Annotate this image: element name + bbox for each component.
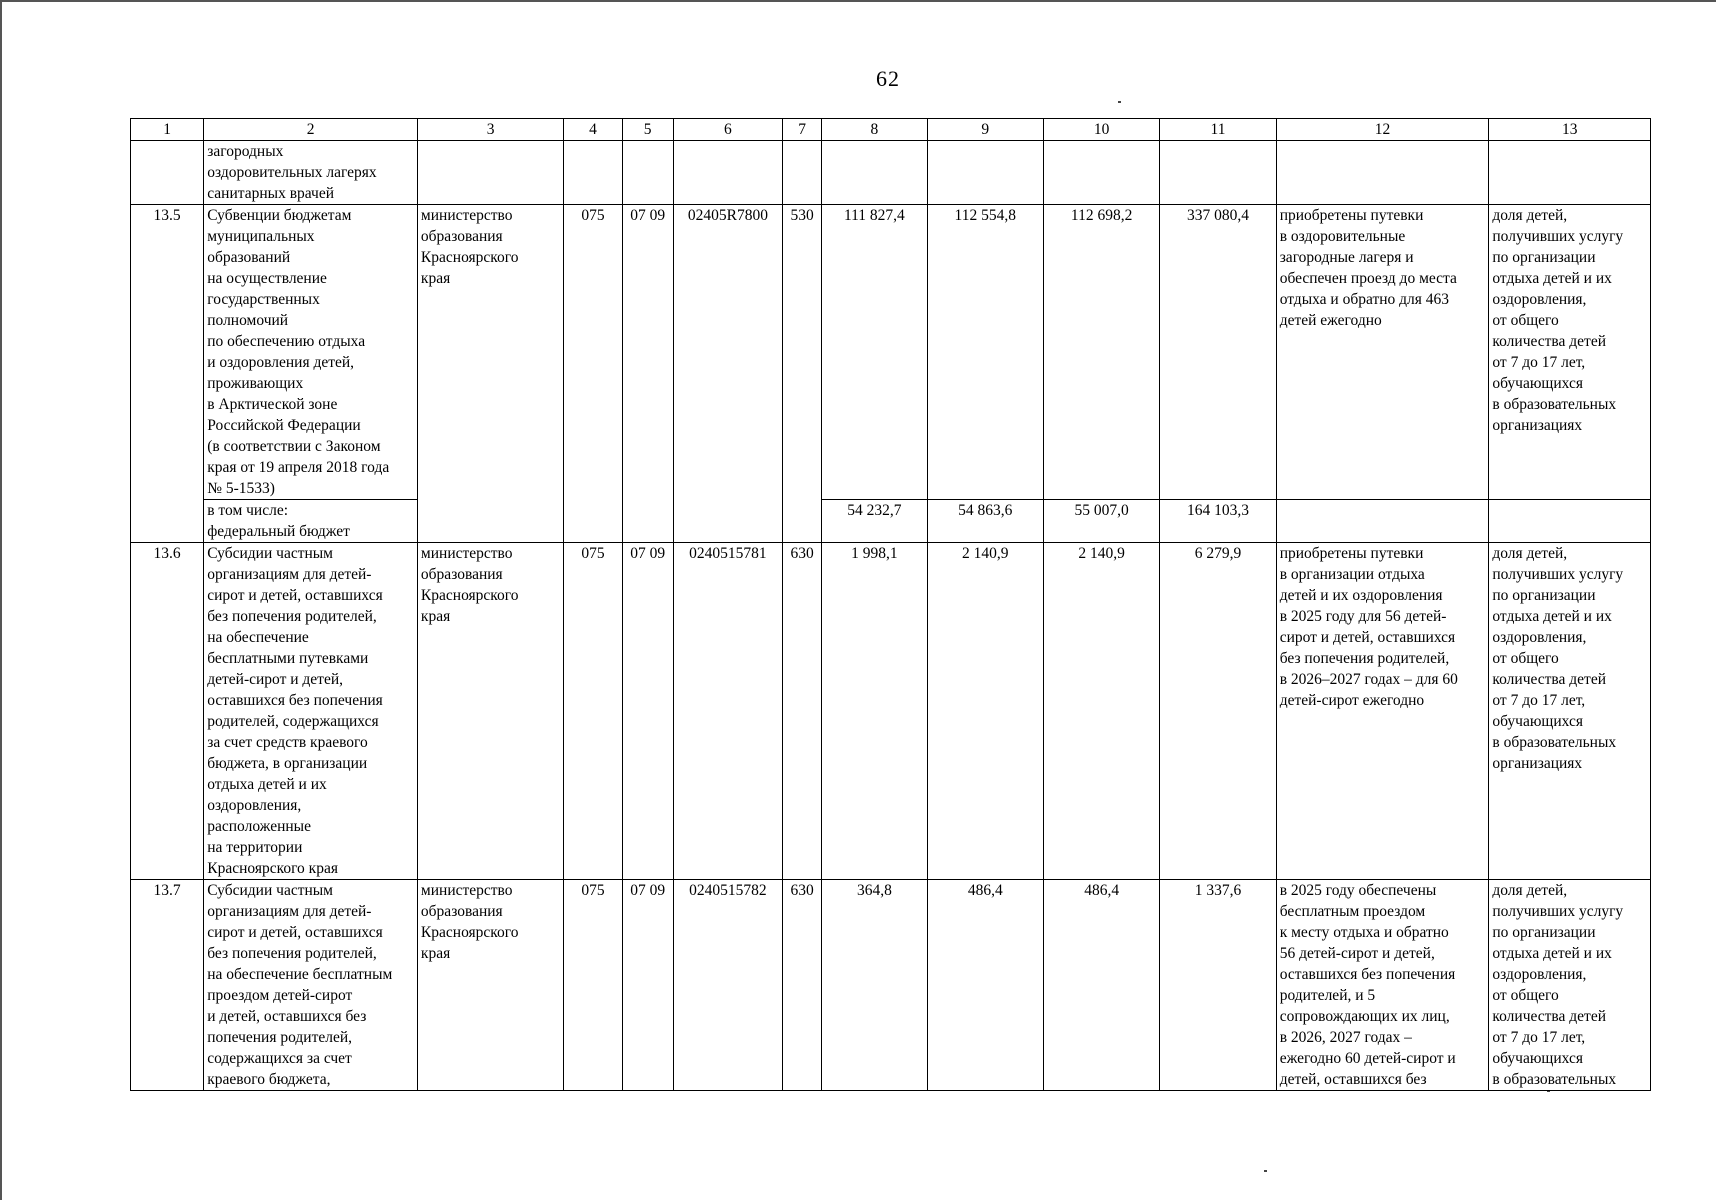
amount-2026-cell: 2 140,9 xyxy=(927,543,1043,880)
row-index-cell: 13.6 xyxy=(131,543,204,880)
subrow-label-cell: в том числе: федеральный бюджет xyxy=(204,500,418,543)
indicator-cell: доля детей, получивших услугу по организации отдыха детей и их оздоровления, от общего количества детей от 7 до 17 лет, обучающихся в образовательных организациях xyxy=(1489,205,1651,500)
measure-name-cell: Субсидии частным организациям для детей- сирот и детей, оставшихся без попечения родителей, на обеспечение бесплатным проездом детей-сирот и детей, оставшихся без попечения родителей, содержащихся за счет краевого бюджета, xyxy=(204,880,418,1091)
column-number: 4 xyxy=(564,119,622,141)
table-row-continuation xyxy=(131,141,1651,205)
amount-2026-cell xyxy=(927,141,1043,205)
csr-cell xyxy=(673,141,782,205)
executor-cell: министерство образования Красноярского края xyxy=(417,880,563,1091)
table-row xyxy=(131,543,1651,880)
indicator-cell: доля детей, получивших услугу по организации отдыха детей и их оздоровления, от общего количества детей от 7 до 17 лет, обучающихся в образовательных xyxy=(1489,880,1651,1091)
amount-2027-cell: 486,4 xyxy=(1043,880,1159,1091)
executor-cell: министерство образования Красноярского края xyxy=(417,543,563,880)
scan-speck xyxy=(1118,101,1121,103)
page-edge-left xyxy=(0,0,2,1200)
row-index-cell: 13.7 xyxy=(131,880,204,1091)
column-number: 7 xyxy=(783,119,822,141)
measure-name-cell: Субсидии частным организациям для детей- сирот и детей, оставшихся без попечения родителей, на обеспечение бесплатными путевками детей-сирот и детей, оставшихся без попечения родителей, содержащихся за счет средств краевого бюджета, в организации отдыха детей и их оздоровления, расположенные на территории Красноярского края xyxy=(204,543,418,880)
column-number-row xyxy=(131,119,1651,141)
amount-2026-cell: 486,4 xyxy=(927,880,1043,1091)
table-row xyxy=(131,880,1651,1091)
column-number: 6 xyxy=(673,119,782,141)
scan-speck xyxy=(1264,1170,1267,1172)
grbs-cell: 075 xyxy=(564,205,622,543)
executor-cell xyxy=(417,141,563,205)
amount-total-cell xyxy=(1160,141,1276,205)
csr-cell: 0240515782 xyxy=(673,880,782,1091)
result-cell xyxy=(1276,141,1489,205)
column-number: 5 xyxy=(622,119,673,141)
amount-2025-cell: 54 232,7 xyxy=(822,500,927,543)
column-number: 1 xyxy=(131,119,204,141)
measure-name-cell: загородных оздоровительных лагерях санитарных врачей xyxy=(204,141,418,205)
amount-total-cell: 6 279,9 xyxy=(1160,543,1276,880)
csr-cell: 02405R7800 xyxy=(673,205,782,543)
amount-2027-cell xyxy=(1043,141,1159,205)
program-measures-table xyxy=(130,118,1651,1091)
table-subrow xyxy=(131,500,1651,543)
rzpr-cell: 07 09 xyxy=(622,205,673,543)
indicator-cell xyxy=(1489,500,1651,543)
row-index-cell: 13.5 xyxy=(131,205,204,543)
executor-cell: министерство образования Красноярского края xyxy=(417,205,563,543)
amount-total-cell: 337 080,4 xyxy=(1160,205,1276,500)
column-number: 8 xyxy=(822,119,927,141)
measure-name-cell: Субвенции бюджетам муниципальных образований на осуществление государственных полномочий по обеспечению отдыха и оздоровления детей, проживающих в Арктической зоне Российской Федерации (в соответствии с Законом края от 19 апреля 2018 года № 5-1533) xyxy=(204,205,418,500)
page-number: 62 xyxy=(876,66,900,91)
vr-cell: 630 xyxy=(783,543,822,880)
grbs-cell: 075 xyxy=(564,880,622,1091)
column-number: 13 xyxy=(1489,119,1651,141)
amount-2026-cell: 54 863,6 xyxy=(927,500,1043,543)
grbs-cell xyxy=(564,141,622,205)
column-number: 2 xyxy=(204,119,418,141)
vr-cell: 630 xyxy=(783,880,822,1091)
amount-total-cell: 164 103,3 xyxy=(1160,500,1276,543)
table-row xyxy=(131,205,1651,500)
csr-cell: 0240515781 xyxy=(673,543,782,880)
rzpr-cell xyxy=(622,141,673,205)
amount-2026-cell: 112 554,8 xyxy=(927,205,1043,500)
column-number: 3 xyxy=(417,119,563,141)
vr-cell: 530 xyxy=(783,205,822,543)
column-number: 11 xyxy=(1160,119,1276,141)
amount-2027-cell: 112 698,2 xyxy=(1043,205,1159,500)
grbs-cell: 075 xyxy=(564,543,622,880)
amount-2025-cell: 364,8 xyxy=(822,880,927,1091)
rzpr-cell: 07 09 xyxy=(622,543,673,880)
amount-2027-cell: 55 007,0 xyxy=(1043,500,1159,543)
rzpr-cell: 07 09 xyxy=(622,880,673,1091)
indicator-cell xyxy=(1489,141,1651,205)
column-number: 10 xyxy=(1043,119,1159,141)
amount-2025-cell xyxy=(822,141,927,205)
amount-2025-cell: 1 998,1 xyxy=(822,543,927,880)
column-number: 12 xyxy=(1276,119,1489,141)
amount-2025-cell: 111 827,4 xyxy=(822,205,927,500)
column-number: 9 xyxy=(927,119,1043,141)
amount-total-cell: 1 337,6 xyxy=(1160,880,1276,1091)
result-cell: приобретены путевки в организации отдыха детей и их оздоровления в 2025 году для 56 детей- сирот и детей, оставшихся без попечения родителей, в 2026–2027 годах – для 60 детей-сирот ежегодно xyxy=(1276,543,1489,880)
page-edge-top xyxy=(0,0,1716,2)
result-cell xyxy=(1276,500,1489,543)
vr-cell xyxy=(783,141,822,205)
result-cell: в 2025 году обеспечены бесплатным проездом к месту отдыха и обратно 56 детей-сирот и детей, оставшихся без попечения родителей, и 5 сопровождающих их лиц, в 2026, 2027 годах – ежегодно 60 детей-сирот и детей, оставшихся без xyxy=(1276,880,1489,1091)
amount-2027-cell: 2 140,9 xyxy=(1043,543,1159,880)
indicator-cell: доля детей, получивших услугу по организации отдыха детей и их оздоровления, от общего количества детей от 7 до 17 лет, обучающихся в образовательных организациях xyxy=(1489,543,1651,880)
row-index-cell xyxy=(131,141,204,205)
result-cell: приобретены путевки в оздоровительные загородные лагеря и обеспечен проезд до места отдыха и обратно для 463 детей ежегодно xyxy=(1276,205,1489,500)
